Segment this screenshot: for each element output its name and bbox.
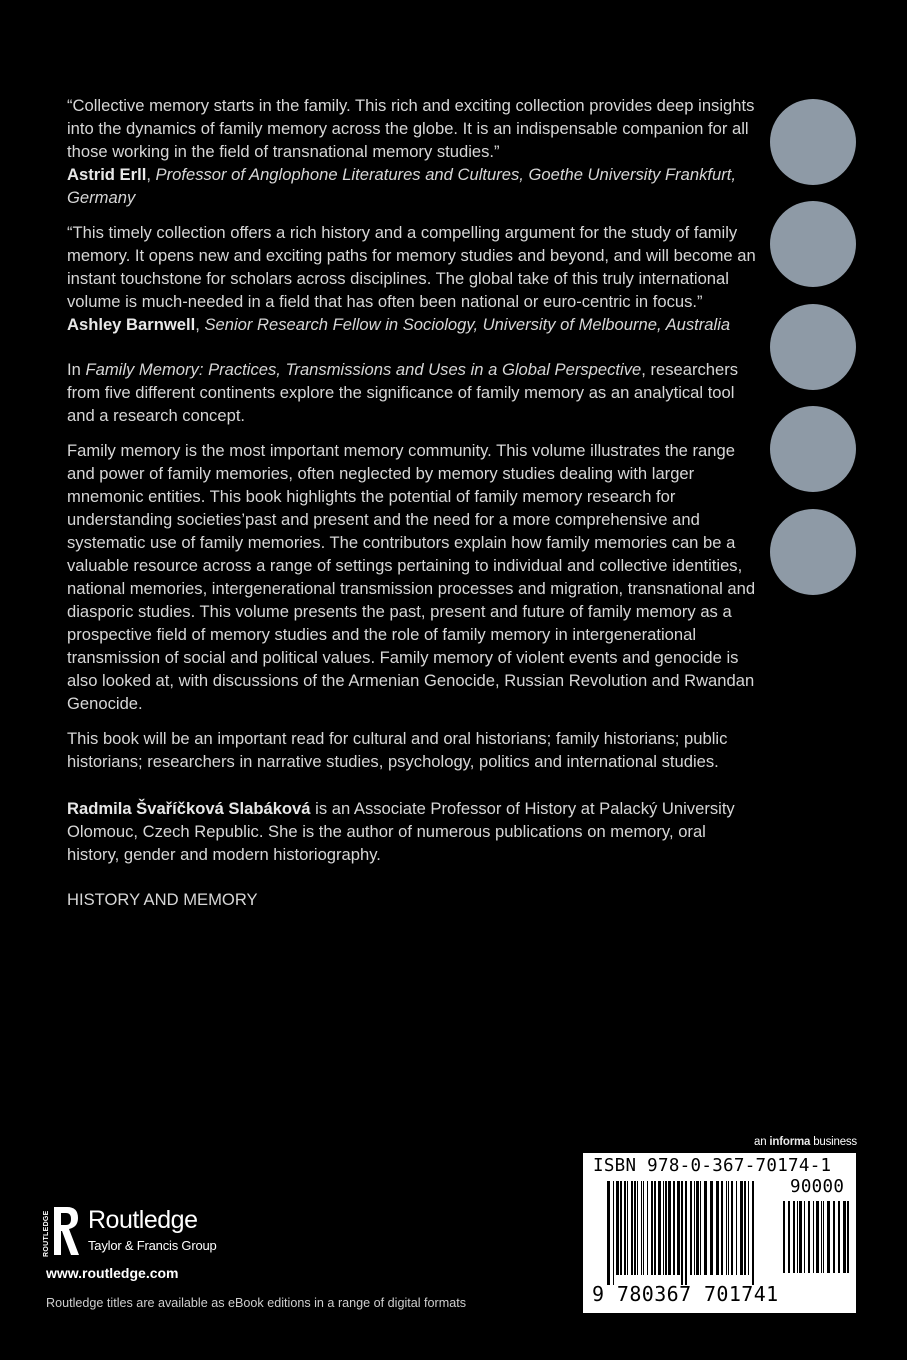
barcode-bar [728,1181,729,1275]
logo-vertical-text: ROUTLEDGE [43,1210,50,1257]
praise-quote-1: “Collective memory starts in the family. This rich and exciting collection provides deep insights into the dynamics of family memory across the globe. It is an indispensable companion for all those working in the field of transnational memory studies.” [67,96,755,161]
barcode-bar [726,1181,727,1275]
publisher-url[interactable]: www.routledge.com [46,1265,179,1281]
barcode-bar [631,1181,633,1275]
barcode-bar [823,1201,824,1273]
barcode-bar [641,1181,642,1275]
barcode-bar [613,1181,614,1285]
barcode-bars [607,1181,757,1285]
description-paragraph-2: Family memory is the most important memory community. This volume illustrates the range and power of family memories, often neglected by memory studies dealing with larger mnemonic entities. This book highlights the potential of family memory research for understanding societies’past and present and the need for a more comprehensive and systematic use of family memories. The contributors explain how family memories can be a valuable resource across a range of settings pertaining to individual and collective identities, national memories, intergenerational transmission processes and migration, transnational and diasporic studies. This volume presents the past, present and future of family memory as a prospective field of memory studies and the role of family memory in intergenerational transmission of social and political values. Family memory of violent events and genocide is also looked at, with discussions of the Armenian Genocide, Russian Revolution and Rwandan Genocide. [67,441,756,713]
barcode-bar [647,1181,648,1275]
barcode-bar [616,1181,619,1275]
barcode-bar [799,1201,802,1273]
ebook-note: Routledge titles are available as eBook editions in a range of digital formats [46,1296,467,1310]
barcode-bar [673,1181,675,1275]
barcode-number: 9 780367 701741 [592,1282,779,1306]
praise-author-1: Astrid Erll [67,165,147,184]
barcode-bar [663,1181,664,1275]
barcode-bar [668,1181,671,1275]
barcode-bar [838,1201,840,1273]
isbn-barcode [583,1153,856,1313]
barcode-bar [821,1201,822,1273]
barcode-bar [748,1181,749,1275]
barcode-bar [752,1181,754,1285]
barcode-bar [736,1181,737,1275]
barcode-bar [731,1181,733,1275]
praise-author-2: Ashley Barnwell [67,315,196,334]
routledge-logo [42,1205,242,1261]
barcode-addon-bars [783,1201,849,1283]
barcode-bar [658,1181,661,1275]
barcode-bar [816,1201,819,1273]
praise-affiliation-1: Professor of Anglophone Literatures and Cultures, Goethe University Frankfurt, Germany [67,165,737,207]
praise-attribution-2: Ashley Barnwell, Senior Research Fellow in Sociology, University of Melbourne, Australia [67,315,731,334]
barcode-bar [808,1201,810,1273]
barcode-bar [827,1201,830,1273]
praise-affiliation-2: Senior Research Fellow in Sociology, University of Melbourne, Australia [204,315,731,334]
barcode-bar [634,1181,636,1275]
praise-attribution-1: Astrid Erll, Professor of Anglophone Literatures and Cultures, Goethe University Frankfurt, Germany [67,165,737,207]
barcode-bar [843,1201,846,1273]
barcode-bar [627,1181,628,1275]
description-intro: In Family Memory: Practices, Transmissions and Uses in a Global Perspective, researchers from five different continents explore the significance of family memory as an analytical tool and a research concept. [67,360,739,425]
routledge-r-icon [42,1205,82,1257]
barcode-bar [665,1181,667,1275]
praise-quote-2: “This timely collection offers a rich history and a compelling argument for the study of family memory. It opens new and exciting paths for memory studies and beyond, and will become an instant touchstone for scholars across disciplines. The global take of this truly international volume is much-needed in a field that has often been national or euro-centric in focus.” [67,223,756,311]
editor-name: Radmila Švaříčková Slabáková [67,799,311,818]
isbn-label: ISBN 978-0-367-70174-1 [593,1156,832,1176]
book-title: Family Memory: Practices, Transmissions and Uses in a Global Perspective [85,360,642,379]
subject-category: HISTORY AND MEMORY [67,890,258,909]
barcode-bar [797,1201,798,1273]
barcode-bar [643,1181,644,1275]
barcode-bar [704,1181,707,1275]
barcode-bar [690,1181,692,1275]
back-cover-text [67,94,757,911]
decorative-circle [770,201,856,287]
barcode-bar [793,1201,795,1273]
barcode-bar [813,1201,814,1273]
barcode-bar [637,1181,638,1275]
barcode-bar [654,1181,656,1275]
barcode-bar [651,1181,653,1275]
barcode-bar [696,1181,699,1275]
editor-bio: Radmila Švaříčková Slabáková is an Associate Professor of History at Palacký University Olomouc, Czech Republic. She is the author of numerous publications on memory, oral history, gender and modern historiography. [67,799,735,864]
description-paragraph-3: This book will be an important read for cultural and oral historians; family historians; public historians; researchers in narrative studies, psychology, politics and international studies. [67,729,728,771]
barcode-bar [624,1181,626,1275]
barcode-bar [700,1181,701,1275]
barcode-bar [716,1181,719,1275]
barcode-bar [740,1181,743,1275]
publisher-name: Routledge [88,1206,198,1234]
barcode-bar [721,1181,723,1275]
barcode-bar [833,1201,835,1273]
informa-tagline: an informa business [754,1136,857,1148]
barcode-bar [847,1201,849,1273]
barcode-bar [677,1181,680,1275]
barcode-bar [620,1181,622,1275]
informa-brand: informa [769,1136,811,1148]
publisher-group: Taylor & Francis Group [88,1238,217,1253]
barcode-bar [607,1181,610,1285]
decorative-circle [770,509,856,595]
price-code: 90000 [790,1177,845,1197]
decorative-circle [770,304,856,390]
barcode-bar [685,1181,687,1285]
barcode-bar [710,1181,713,1275]
barcode-bar [783,1201,785,1273]
barcode-bar [804,1201,805,1273]
barcode-bar [694,1181,695,1275]
decorative-circle [770,99,856,185]
barcode-bar [681,1181,683,1285]
barcode-bar [744,1181,746,1275]
barcode-bar [788,1201,790,1273]
decorative-circle [770,406,856,492]
